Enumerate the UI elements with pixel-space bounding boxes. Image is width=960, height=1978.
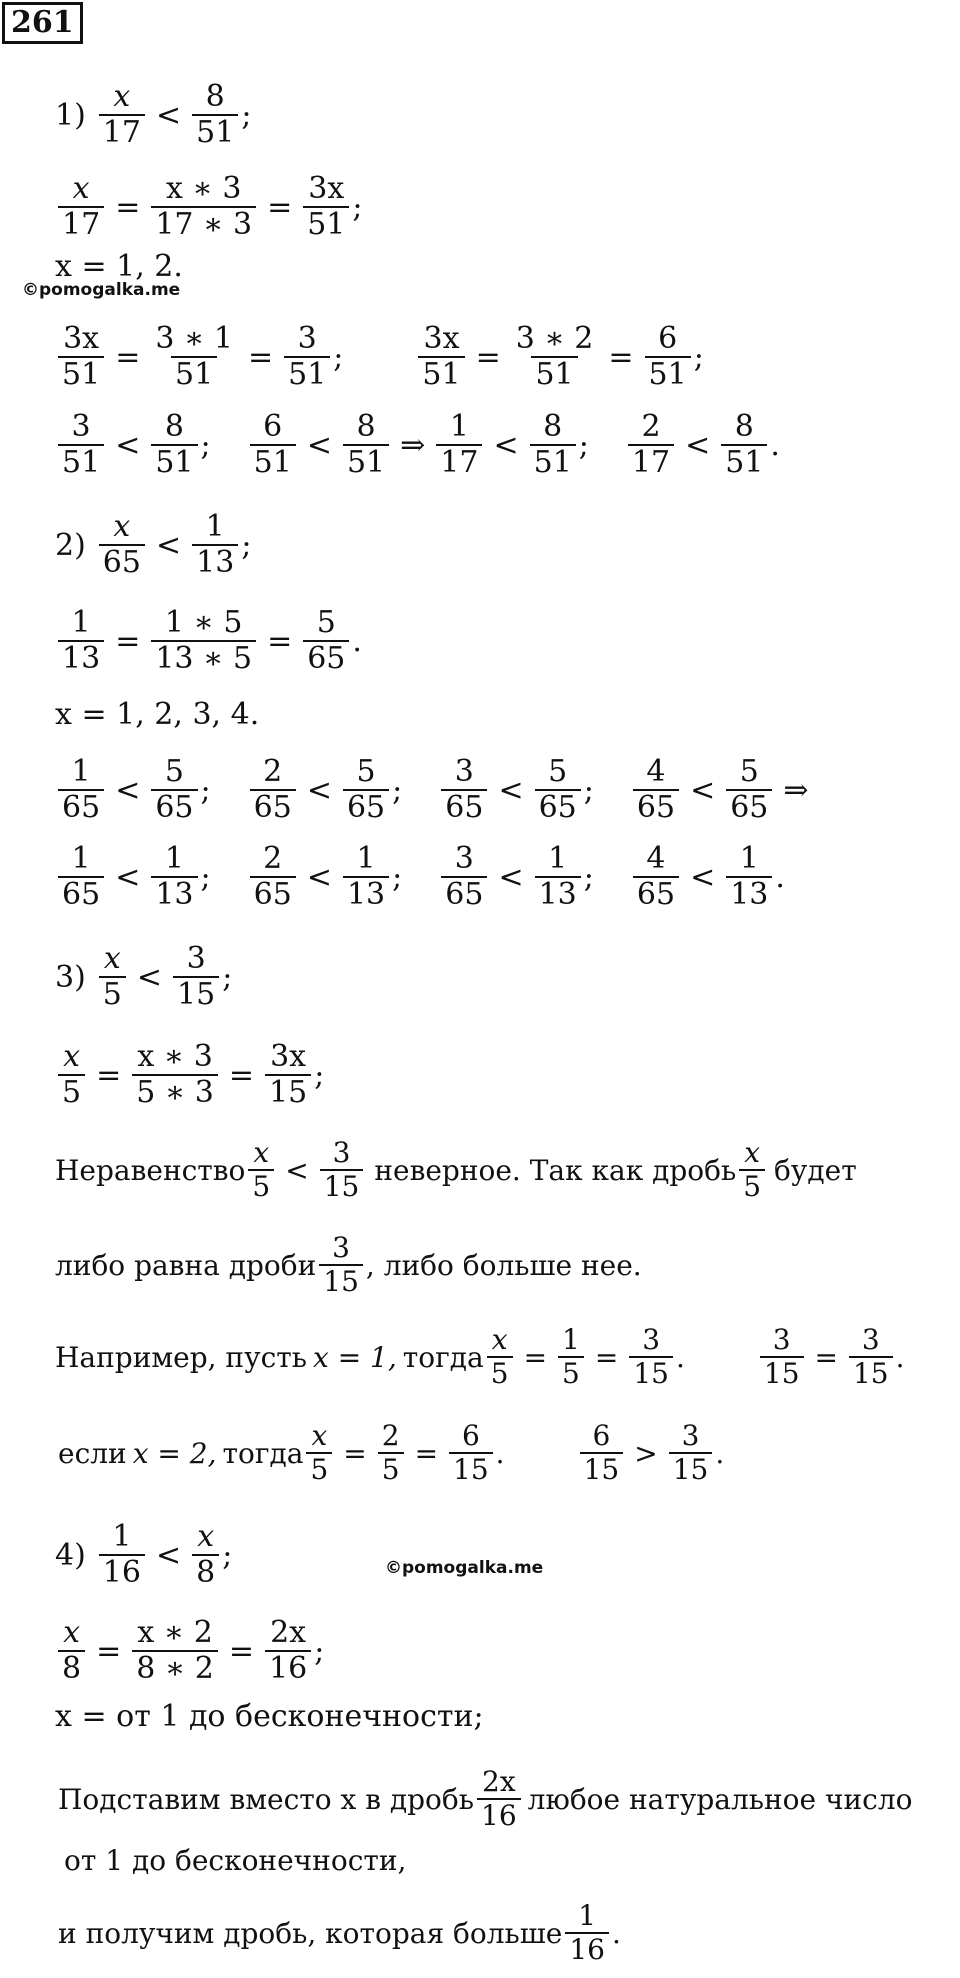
problem-number: 261 (2, 2, 83, 44)
part1-label: 1) (55, 97, 86, 133)
part4-explanation-a: Подставим вместо x в дробь $\frac{2x}{16}$ любое натуральное число (58, 1764, 913, 1832)
part3-label: 3) (55, 959, 86, 995)
part3-explanation-a: Неравенство $\frac{x}{5}$ < $\frac{3}{15}$ неверное. Так как дробь $\frac{x}{5}$ будет (55, 1135, 857, 1203)
watermark-middle: ©pomogalka.me (385, 1558, 544, 1578)
part1-statement: 1) $\frac{x}{17}$ < $\frac{8}{51}$ ; (55, 78, 252, 150)
part4-statement: 4) $\frac{1}{16}$ < $\frac{x}{8}$ ; (55, 1518, 233, 1590)
part1-check-b: $\frac{3}{51}$ < $\frac{8}{51}$ ; $\frac{6}{51}$ < $\frac{8}{51}$ ⇒ $\frac{1}{17}$ < $\frac{8}{51}$ ; $\frac{2}{17}$ < $\frac{8}{51}$ . (55, 400, 782, 490)
frac-8-51: $\frac{8}{51}$ (192, 80, 238, 151)
part2-statement: 2) $\frac{x}{65}$ < $\frac{1}{13}$ ; (55, 508, 252, 580)
part2-check-a: $\frac{1}{65}$ < $\frac{5}{65}$ ; $\frac{2}{65}$ < $\frac{5}{65}$ ; $\frac{3}{65}$ < $\frac{5}{65}$ ; $\frac{4}{65}$ < $\frac{5}{65}$ ⇒ (55, 745, 817, 835)
part4-expand: $\frac{x}{8}$ = $\frac{x ∗ 2}{8 ∗ 2}$ = $\frac{2x}{16}$ ; (55, 1606, 326, 1696)
part4-label: 4) (55, 1537, 86, 1573)
watermark-top: ©pomogalka.me (22, 280, 181, 300)
part2-label: 2) (55, 527, 86, 563)
part2-expand: $\frac{1}{13}$ = $\frac{1 ∗ 5}{13 ∗ 5}$ = $\frac{5}{65}$ . (55, 596, 364, 686)
part4-explanation-b: от 1 до бесконечности, (64, 1843, 407, 1877)
part2-solution: x = 1, 2, 3, 4. (55, 696, 260, 732)
part3-example-2: если x = 2, тогда $\frac{x}{5}$ = $\frac{2}{5}$ = $\frac{6}{15}$ . $\frac{6}{15}$ > $\frac{3}{15}$ . (58, 1418, 725, 1486)
part3-expand: $\frac{x}{5}$ = $\frac{x ∗ 3}{5 ∗ 3}$ = $\frac{3x}{15}$ ; (55, 1030, 326, 1120)
part4-solution: x = от 1 до бесконечности; (55, 1698, 484, 1734)
part3-example-1: Например, пусть x = 1, тогда $\frac{x}{5}$ = $\frac{1}{5}$ = $\frac{3}{15}$ . $\frac{3}{15}$ = $\frac{3}{15}$ . (55, 1322, 905, 1390)
part2-check-b: $\frac{1}{65}$ < $\frac{1}{13}$ ; $\frac{2}{65}$ < $\frac{1}{13}$ ; $\frac{3}{65}$ < $\frac{1}{13}$ ; $\frac{4}{65}$ < $\frac{1}{13}$ . (55, 832, 787, 922)
frac-x-17: $\frac{x}{17}$ (99, 80, 145, 151)
part3-explanation-b: либо равна дроби $\frac{3}{15}$ , либо больше нее. (55, 1230, 642, 1298)
part3-statement: 3) $\frac{x}{5}$ < $\frac{3}{15}$ ; (55, 940, 233, 1012)
part1-expand: $\frac{x}{17}$ = $\frac{x ∗ 3}{17 ∗ 3}$ = $\frac{3x}{51}$ ; (55, 162, 365, 252)
part1-solution: x = 1, 2. (55, 248, 183, 284)
part4-explanation-c: и получим дробь, которая больше $\frac{1}{16}$ . (58, 1898, 621, 1966)
part1-check-a: $\frac{3x}{51}$ = $\frac{3 ∗ 1}{51}$ = $\frac{3}{51}$ ; $\frac{3x}{51}$ = $\frac{3 ∗ 2}{51}$ = $\frac{6}{51}$ ; (55, 312, 706, 402)
